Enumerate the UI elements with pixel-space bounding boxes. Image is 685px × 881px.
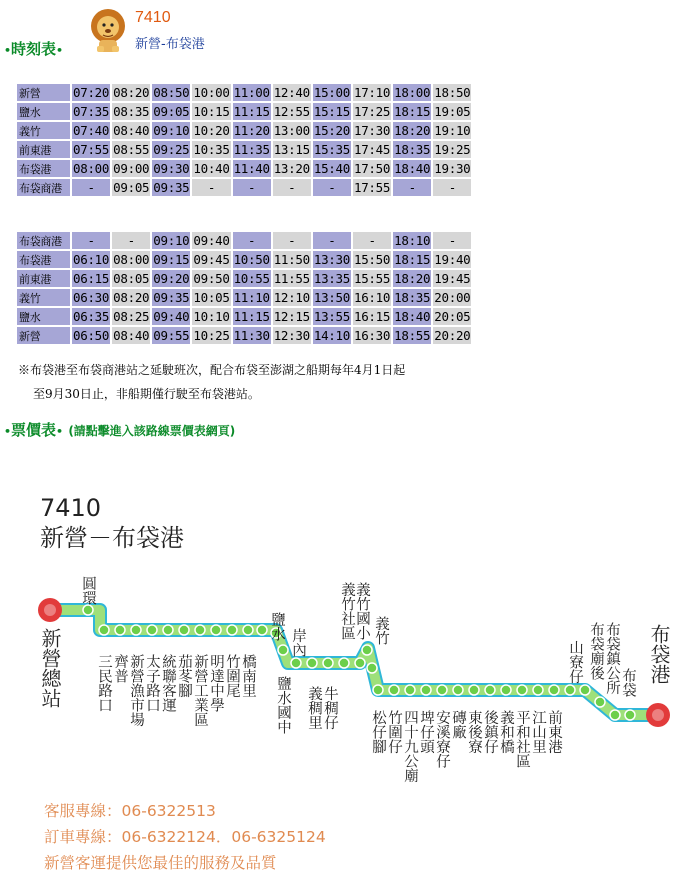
timetable-heading: •時刻表•	[4, 40, 64, 58]
time-cell: 18:15	[394, 104, 431, 119]
time-cell: 11:30	[233, 328, 270, 343]
time-cell: 15:15	[313, 104, 350, 119]
stop-dot	[257, 625, 267, 635]
station-label: 四十九公廟	[402, 710, 418, 783]
destination-terminal[interactable]	[646, 703, 670, 727]
time-cell: 19:25	[434, 142, 471, 157]
timetable-row	[17, 232, 471, 249]
time-cell: 10:10	[193, 309, 230, 324]
stop-dot	[131, 625, 141, 635]
time-cell: 10:20	[193, 123, 230, 138]
time-cell: 09:35	[153, 180, 190, 195]
station-label: 山寮仔	[567, 640, 583, 684]
station-label: 松仔腳	[370, 710, 386, 754]
time-cell: 06:15	[73, 271, 110, 286]
stop-dot	[339, 658, 349, 668]
time-cell: -	[433, 232, 471, 249]
time-cell: 11:15	[233, 309, 270, 324]
stop-dot	[323, 658, 333, 668]
stop-dot	[580, 685, 590, 695]
origin-terminal[interactable]	[38, 598, 62, 622]
time-cell: 19:45	[434, 271, 471, 286]
time-cell: 18:40	[394, 161, 431, 176]
station-label: 磚廠	[450, 710, 466, 739]
time-cell: 20:20	[434, 328, 471, 343]
time-cell: 12:10	[273, 290, 310, 305]
station-label: 岸內	[290, 628, 306, 657]
stop-dot	[501, 685, 511, 695]
time-cell: 11:55	[273, 271, 310, 286]
time-cell: 18:40	[394, 309, 431, 324]
time-cell: 09:35	[153, 290, 190, 305]
station-label: 義稠里	[306, 686, 322, 730]
time-cell: 06:30	[73, 290, 110, 305]
timetable-row	[17, 179, 471, 196]
time-cell: 14:10	[313, 328, 350, 343]
timetable-row	[17, 84, 471, 101]
origin-terminal-label: 新營總站	[38, 628, 62, 708]
station-label: 義竹	[373, 616, 389, 645]
station-label: 橋南里	[240, 654, 256, 698]
station-cell: 布袋商港	[17, 232, 70, 249]
time-cell: 17:45	[353, 142, 391, 157]
time-cell: 13:30	[313, 252, 350, 267]
stop-dot	[243, 625, 253, 635]
stop-dot	[485, 685, 495, 695]
map-route-name: 新營－布袋港	[40, 524, 184, 552]
time-cell: 10:05	[193, 290, 230, 305]
stop-dot	[625, 710, 635, 720]
stop-dot	[227, 625, 237, 635]
time-cell: 09:15	[153, 252, 190, 267]
time-cell: 09:05	[153, 104, 190, 119]
time-cell: 16:30	[353, 328, 391, 343]
station-cell: 布袋港	[17, 251, 70, 268]
time-cell: -	[273, 179, 311, 196]
time-cell: 12:40	[273, 85, 310, 100]
destination-terminal-label: 布袋港	[647, 624, 671, 684]
time-cell: 09:50	[193, 271, 230, 286]
station-label: 布袋	[620, 668, 636, 697]
time-cell: -	[393, 179, 431, 196]
station-label: 三民路口	[96, 654, 112, 712]
stop-dot	[355, 658, 365, 668]
stop-dot	[421, 685, 431, 695]
fare-heading: •票價表• (請點擊進入該路線票價表網頁)	[4, 421, 236, 439]
station-label: 安溪寮仔	[434, 710, 450, 768]
time-cell: 08:25	[113, 309, 150, 324]
stop-dot	[453, 685, 463, 695]
station-cell: 義竹	[17, 122, 70, 139]
station-label: 東後寮	[466, 710, 482, 754]
time-cell: 17:30	[353, 123, 391, 138]
station-label: 鹽水	[269, 612, 285, 641]
stop-dot	[362, 645, 372, 655]
time-cell: 20:00	[434, 290, 471, 305]
timetable-row	[17, 141, 471, 158]
route-number: 7410	[135, 9, 171, 26]
time-cell: 09:45	[193, 252, 230, 267]
time-cell: 08:05	[113, 271, 150, 286]
time-cell: 18:35	[394, 290, 431, 305]
stop-dot	[373, 685, 383, 695]
station-label: 義竹國小	[354, 582, 370, 640]
timetable-row	[17, 251, 471, 268]
timetable-row	[17, 270, 471, 287]
inbound-timetable	[15, 230, 473, 346]
time-cell: 08:40	[113, 328, 150, 343]
time-cell: 17:25	[353, 104, 391, 119]
stop-dot	[389, 685, 399, 695]
timetable-row	[17, 122, 471, 139]
time-cell: 06:10	[73, 252, 110, 267]
station-label: 平和社區	[514, 710, 530, 768]
service-hotline: 客服專線：06-6322513	[44, 802, 216, 820]
time-cell: 15:55	[353, 271, 391, 286]
time-cell: 20:05	[434, 309, 471, 324]
time-cell: 11:15	[233, 104, 270, 119]
time-cell: 09:00	[113, 161, 150, 176]
time-cell: 15:35	[313, 142, 350, 157]
stop-dot	[610, 710, 620, 720]
time-cell: 19:10	[434, 123, 471, 138]
timetable-note-line1: ※布袋港至布袋商港站之延駛班次，配合布袋至澎湖之船期每年4月1日起	[18, 363, 406, 377]
route-name: 新營-布袋港	[135, 37, 205, 52]
time-cell: -	[433, 179, 471, 196]
stop-dot	[517, 685, 527, 695]
time-cell: 07:55	[73, 142, 110, 157]
station-cell: 前東港	[17, 270, 70, 287]
station-label: 茄苳腳	[176, 654, 192, 698]
time-cell: 15:00	[313, 85, 350, 100]
time-cell: 17:50	[353, 161, 391, 176]
time-cell: 08:55	[113, 142, 150, 157]
station-label: 前東港	[546, 710, 562, 754]
time-cell: -	[273, 232, 311, 249]
time-cell: 08:35	[113, 104, 150, 119]
stop-dot	[565, 685, 575, 695]
stop-dot	[115, 625, 125, 635]
station-cell: 布袋港	[17, 160, 70, 177]
time-cell: 10:00	[193, 85, 230, 100]
time-cell: 11:50	[273, 252, 310, 267]
time-cell: 06:35	[73, 309, 110, 324]
stop-dot	[83, 605, 93, 615]
time-cell: 10:50	[233, 252, 270, 267]
timetable-title: 時刻表	[11, 40, 57, 58]
stop-dot	[278, 645, 288, 655]
stop-dot	[179, 625, 189, 635]
time-cell: 16:10	[353, 290, 391, 305]
time-cell: 09:10	[153, 233, 190, 248]
time-cell: 06:50	[73, 328, 110, 343]
time-cell: 13:15	[273, 142, 310, 157]
stop-dot	[405, 685, 415, 695]
station-cell: 鹽水	[17, 308, 70, 325]
time-cell: 09:25	[153, 142, 190, 157]
stop-dot	[147, 625, 157, 635]
stop-dot	[367, 663, 377, 673]
time-cell: 09:10	[153, 123, 190, 138]
time-cell: 13:00	[273, 123, 310, 138]
station-cell: 鹽水	[17, 103, 70, 120]
time-cell: 12:30	[273, 328, 310, 343]
time-cell: 08:00	[73, 161, 110, 176]
stop-dot	[195, 625, 205, 635]
time-cell: 10:40	[193, 161, 230, 176]
time-cell: 09:55	[153, 328, 190, 343]
time-cell: 11:20	[233, 123, 270, 138]
booking-hotline: 訂車專線：06-6322124．06-6325124	[44, 828, 326, 846]
stop-dot	[291, 658, 301, 668]
time-cell: -	[233, 179, 271, 196]
time-cell: 15:40	[313, 161, 350, 176]
timetable-row	[17, 327, 471, 344]
stop-dot	[99, 625, 109, 635]
route-map	[0, 478, 685, 878]
station-label: 江山里	[530, 710, 546, 754]
stop-dot	[211, 625, 221, 635]
time-cell: -	[313, 179, 351, 196]
time-cell: 10:25	[193, 328, 230, 343]
time-cell: 13:35	[313, 271, 350, 286]
stop-dot	[437, 685, 447, 695]
time-cell: 08:40	[113, 123, 150, 138]
stop-dot	[307, 658, 317, 668]
station-cell: 前東港	[17, 141, 70, 158]
time-cell: 13:50	[313, 290, 350, 305]
station-label: 竹圍仔	[386, 710, 402, 754]
time-cell: 10:55	[233, 271, 270, 286]
time-cell: -	[112, 232, 150, 249]
time-cell: 19:05	[434, 104, 471, 119]
time-cell: 08:00	[113, 252, 150, 267]
time-cell: 12:15	[273, 309, 310, 324]
time-cell: -	[72, 179, 110, 196]
timetable-row	[17, 308, 471, 325]
station-label: 牛稠仔	[322, 686, 338, 730]
time-cell: -	[353, 232, 391, 249]
time-cell: 09:05	[113, 180, 150, 195]
time-cell: 11:00	[233, 85, 270, 100]
station-cell: 新營	[17, 84, 70, 101]
station-cell: 新營	[17, 327, 70, 344]
map-route-number: 7410	[40, 494, 102, 522]
outbound-timetable	[15, 82, 473, 198]
stop-dot	[163, 625, 173, 635]
station-labels	[38, 576, 671, 784]
time-cell: -	[72, 232, 110, 249]
timetable-row	[17, 103, 471, 120]
station-label: 後鎮仔	[482, 710, 498, 754]
time-cell: -	[313, 232, 351, 249]
station-label: 齊普	[112, 654, 128, 683]
stop-dot	[549, 685, 559, 695]
service-slogan: 新營客運提供您最佳的服務及品質	[44, 854, 277, 872]
time-cell: 18:20	[394, 123, 431, 138]
time-cell: 11:35	[233, 142, 270, 157]
time-cell: 10:35	[193, 142, 230, 157]
time-cell: 18:10	[394, 233, 431, 248]
time-cell: 09:20	[153, 271, 190, 286]
time-cell: 13:55	[313, 309, 350, 324]
stop-dot	[469, 685, 479, 695]
time-cell: 19:40	[434, 252, 471, 267]
time-cell: 09:30	[153, 161, 190, 176]
station-label: 布袋廟後	[588, 622, 604, 680]
time-cell: 17:10	[353, 85, 391, 100]
station-label: 義和橋	[498, 710, 514, 754]
time-cell: 17:55	[353, 180, 391, 195]
time-cell: 18:00	[394, 85, 431, 100]
time-cell: 08:50	[153, 85, 190, 100]
time-cell: 18:35	[394, 142, 431, 157]
station-label: 鹽水國中	[275, 676, 291, 734]
station-label: 埤仔頭	[418, 710, 434, 754]
stop-dot	[595, 697, 605, 707]
station-label: 新營工業區	[192, 654, 208, 727]
time-cell: 18:15	[394, 252, 431, 267]
station-label: 明達中學	[208, 654, 224, 712]
fare-table-link[interactable]: (請點擊進入該路線票價表網頁)	[68, 424, 236, 438]
time-cell: 08:20	[113, 85, 150, 100]
time-cell: 13:20	[273, 161, 310, 176]
time-cell: 11:40	[233, 161, 270, 176]
lion-mascot-icon	[86, 6, 130, 54]
time-cell: 09:40	[193, 233, 230, 248]
time-cell: -	[233, 232, 271, 249]
time-cell: 15:50	[353, 252, 391, 267]
station-label: 太子路口	[144, 654, 160, 712]
time-cell: 12:55	[273, 104, 310, 119]
station-label: 新營漁市場	[128, 654, 144, 727]
timetable-row	[17, 289, 471, 306]
station-cell: 布袋商港	[17, 179, 70, 196]
time-cell: 18:50	[434, 85, 471, 100]
time-cell: 09:40	[153, 309, 190, 324]
time-cell: 18:55	[394, 328, 431, 343]
time-cell: 11:10	[233, 290, 270, 305]
time-cell: 08:20	[113, 290, 150, 305]
station-label: 統聯客運	[160, 654, 176, 712]
timetable-note-line2: 至9月30日止，非船期僅行駛至布袋港站。	[33, 387, 260, 401]
station-label: 布袋鎮公所	[604, 622, 620, 695]
stop-dot	[533, 685, 543, 695]
time-cell: 07:20	[73, 85, 110, 100]
station-label: 竹圍尾	[224, 654, 240, 698]
time-cell: 07:35	[73, 104, 110, 119]
time-cell: -	[192, 179, 230, 196]
time-cell: 19:30	[434, 161, 471, 176]
time-cell: 18:20	[394, 271, 431, 286]
time-cell: 16:15	[353, 309, 391, 324]
station-label: 義竹社區	[339, 582, 355, 640]
station-cell: 義竹	[17, 289, 70, 306]
time-cell: 15:20	[313, 123, 350, 138]
time-cell: 07:40	[73, 123, 110, 138]
time-cell: 10:15	[193, 104, 230, 119]
timetable-row	[17, 160, 471, 177]
station-label: 圓環	[80, 576, 96, 605]
fare-title: 票價表	[11, 421, 57, 439]
